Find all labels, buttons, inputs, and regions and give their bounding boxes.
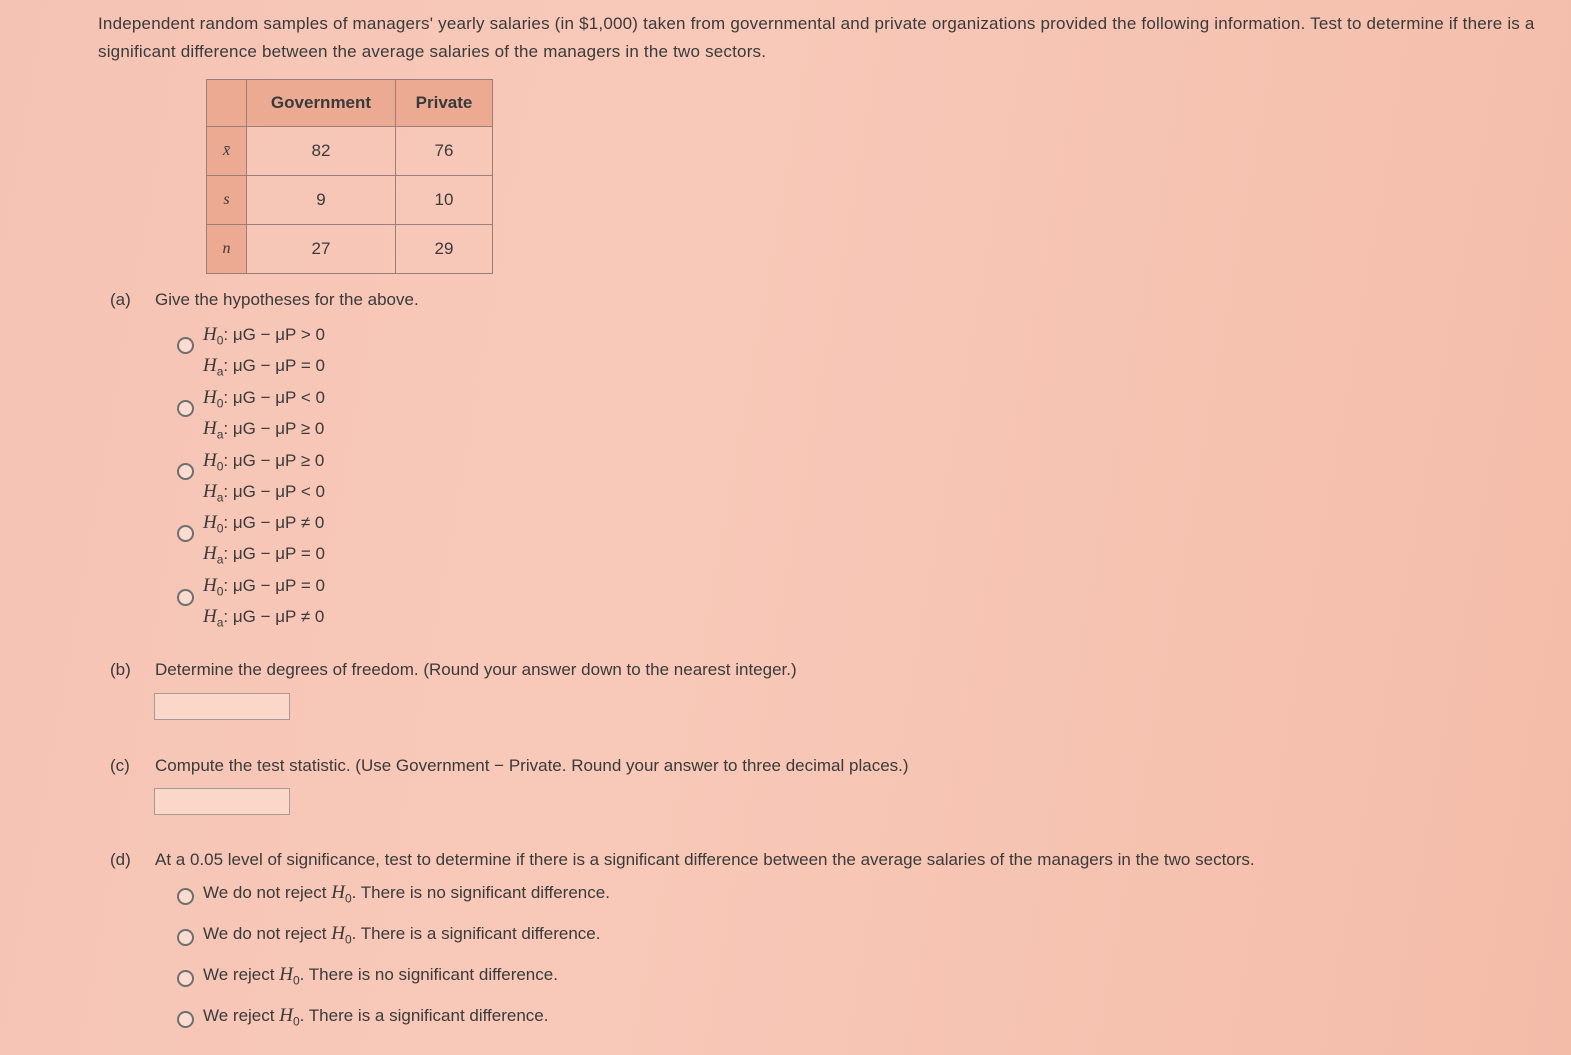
part-c-label: (c) bbox=[110, 756, 130, 775]
part-d-text: At a 0.05 level of significance, test to determine if there is a significant difference between the average salaries of the managers in the two sectors. bbox=[155, 850, 1255, 869]
part-a-text: Give the hypotheses for the above. bbox=[155, 290, 419, 309]
decision-option-2[interactable]: We do not reject $H_0$. There is a significant difference. bbox=[203, 923, 601, 947]
table-header-row bbox=[207, 80, 493, 127]
h0-line: $H_0$: μG − μP > 0 bbox=[203, 324, 325, 348]
cell-gov-sd: 9 bbox=[247, 176, 396, 225]
row-label-n: n bbox=[207, 225, 247, 274]
hypothesis-radio-4[interactable] bbox=[177, 525, 194, 542]
hypothesis-option-1[interactable] bbox=[203, 322, 325, 385]
ha-line: $H_a$: μG − μP = 0 bbox=[203, 355, 325, 379]
hypothesis-radio-3[interactable] bbox=[177, 463, 194, 480]
decision-option-1[interactable]: We do not reject $H_0$. There is no significant difference. bbox=[203, 882, 610, 906]
part-d-label: (d) bbox=[110, 850, 131, 869]
test-statistic-input[interactable] bbox=[154, 788, 290, 815]
decision-radio-2[interactable] bbox=[177, 929, 194, 946]
part-c-question bbox=[110, 756, 1110, 780]
hypothesis-option-3[interactable] bbox=[203, 448, 325, 511]
header-government: Government bbox=[247, 80, 396, 127]
decision-radio-1[interactable] bbox=[177, 888, 194, 905]
h0-line: $H_0$: μG − μP ≥ 0 bbox=[203, 450, 325, 474]
table-corner-cell bbox=[207, 80, 247, 127]
part-a-label: (a) bbox=[110, 290, 131, 309]
cell-gov-n: 27 bbox=[247, 225, 396, 274]
table-row bbox=[207, 176, 493, 225]
degrees-of-freedom-input[interactable] bbox=[154, 693, 290, 720]
hypothesis-radio-2[interactable] bbox=[177, 400, 194, 417]
part-b-text: Determine the degrees of freedom. (Round your answer down to the nearest integer.) bbox=[155, 660, 797, 679]
cell-priv-n: 29 bbox=[396, 225, 493, 274]
ha-line: $H_a$: μG − μP < 0 bbox=[203, 481, 325, 505]
table-row bbox=[207, 127, 493, 176]
decision-radio-4[interactable] bbox=[177, 1011, 194, 1028]
decision-radio-3[interactable] bbox=[177, 970, 194, 987]
h0-line: $H_0$: μG − μP = 0 bbox=[203, 575, 325, 599]
hypothesis-radio-5[interactable] bbox=[177, 589, 194, 606]
ha-line: $H_a$: μG − μP ≠ 0 bbox=[203, 606, 325, 630]
cell-gov-mean: 82 bbox=[247, 127, 396, 176]
sample-stats-table bbox=[206, 79, 493, 274]
h0-line: $H_0$: μG − μP < 0 bbox=[203, 387, 325, 411]
table-row bbox=[207, 225, 493, 274]
h0-line: $H_0$: μG − μP ≠ 0 bbox=[203, 512, 325, 536]
hypothesis-option-2[interactable] bbox=[203, 385, 325, 448]
row-label-sd: s bbox=[207, 176, 247, 225]
part-a-question bbox=[110, 290, 710, 314]
part-d-question bbox=[110, 850, 1550, 874]
ha-line: $H_a$: μG − μP ≥ 0 bbox=[203, 418, 325, 442]
hypothesis-option-5[interactable] bbox=[203, 573, 325, 636]
decision-option-4[interactable]: We reject $H_0$. There is a significant difference. bbox=[203, 1005, 549, 1029]
hypothesis-radio-1[interactable] bbox=[177, 337, 194, 354]
ha-line: $H_a$: μG − μP = 0 bbox=[203, 543, 325, 567]
part-c-text: Compute the test statistic. (Use Government − Private. Round your answer to three decimal places.) bbox=[155, 756, 909, 775]
cell-priv-mean: 76 bbox=[396, 127, 493, 176]
header-private: Private bbox=[396, 80, 493, 127]
hypothesis-option-4[interactable] bbox=[203, 510, 325, 573]
row-label-mean: x̄ bbox=[207, 127, 247, 176]
cell-priv-sd: 10 bbox=[396, 176, 493, 225]
part-b-label: (b) bbox=[110, 660, 131, 679]
decision-option-3[interactable]: We reject $H_0$. There is no significant difference. bbox=[203, 964, 558, 988]
part-b-question bbox=[110, 660, 1010, 684]
problem-intro: Independent random samples of managers' yearly salaries (in $1,000) taken from governmental and private organizations provided the following information. Test to determine if there is a significant difference between the average salaries of the managers in the two sectors. bbox=[98, 14, 1535, 61]
